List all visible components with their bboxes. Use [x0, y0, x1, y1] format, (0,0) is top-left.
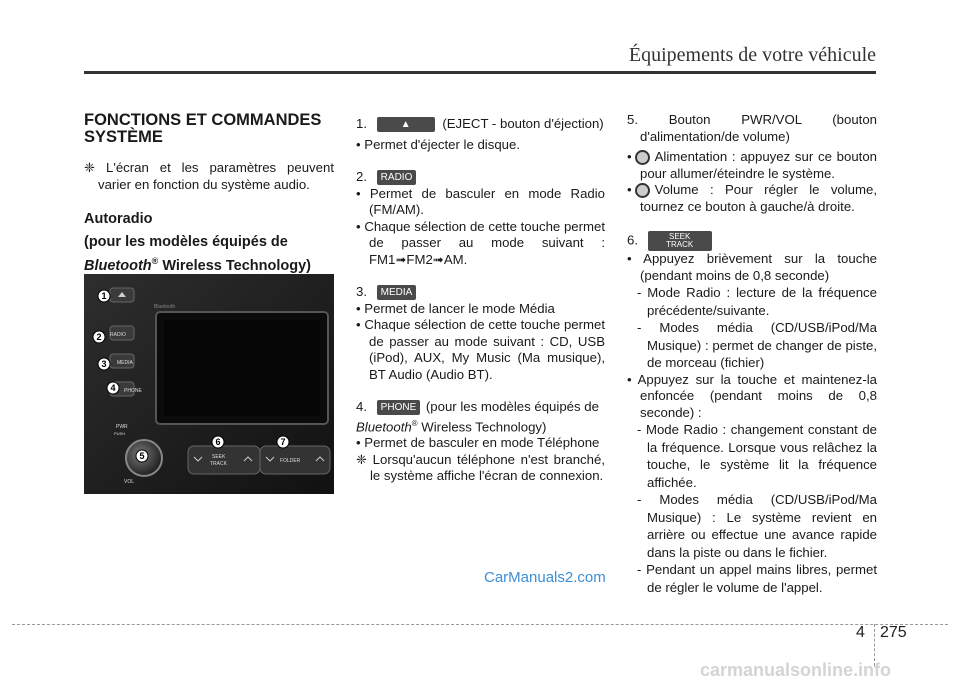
- note-symbol: ❈: [84, 160, 96, 175]
- item-6-number: 6.: [627, 232, 638, 248]
- track-label: TRACK: [666, 240, 694, 249]
- photo-seek-label: SEEK: [212, 454, 226, 460]
- item-6-dash-3: - Mode Radio : changement constant de la fréquence. Lorsque vous relâchez la touche, le système lit la fréquence affichée.: [637, 422, 877, 490]
- item-5-bullet-2: [627, 182, 877, 215]
- seek-track-button-icon: [648, 231, 712, 251]
- chapter-number: 4: [856, 624, 865, 641]
- item-6-dash-1: - Mode Radio : lecture de la fréquence précédente/suivante.: [637, 285, 877, 318]
- callout-4: 4: [110, 383, 116, 393]
- note-text: [84, 160, 334, 193]
- note-body: L'écran et les paramètres peuvent varier en fonction du système audio.: [98, 160, 334, 192]
- item-6-dash-5: - Pendant un appel mains libres, permet de régler le volume de l'appel.: [637, 562, 877, 595]
- head-unit-illustration: [84, 274, 334, 494]
- item-5-bullet-1: [627, 149, 877, 182]
- item-5-bullet-1-text: Alimentation : appuyez sur ce bouton pour allumer/éteindre le système.: [640, 149, 877, 181]
- photo-radio-label: RADIO: [110, 332, 126, 338]
- head-unit-photo: [84, 274, 334, 494]
- item-3-bullet-1: • Permet de lancer le mode Média: [356, 300, 555, 316]
- item-3-number: 3.: [356, 284, 367, 299]
- subheading-autoradio: Autoradio: [84, 211, 153, 227]
- item-1-line: [356, 116, 605, 133]
- section-heading: FONCTIONS ET COMMANDES SYSTÈME: [84, 111, 322, 146]
- item-6-dash-4: - Modes média (CD/USB/iPod/Ma Musique) : Le système revient en arrière ou effectue une avance rapide dans la piste ou dans le fichier.: [637, 492, 877, 560]
- item-2-bullet-2: • Chaque sélection de cette touche permet de passer au mode suivant : FM1➟FM2➟AM.: [356, 218, 605, 267]
- photo-pwr-label: PWR: [116, 424, 128, 430]
- item-6-line: [627, 231, 877, 251]
- item-4-number: 4.: [356, 399, 367, 414]
- column-3: [627, 112, 877, 596]
- item-4-note: ❈ Lorsqu'aucun téléphone n'est branché, le système affiche l'écran de connexion.: [356, 451, 605, 484]
- item-6-bullet-1: • Appuyez brièvement sur la touche (pendant moins de 0,8 seconde): [627, 251, 877, 283]
- item-1-number: 1.: [356, 116, 367, 131]
- bluetooth-label: Bluetooth: [154, 304, 176, 310]
- item-2-number: 2.: [356, 169, 367, 184]
- subheading-bluetooth-b: Wireless Technology): [158, 257, 311, 274]
- item-2-bullet-1: • Permet de basculer en mode Radio (FM/AM).: [356, 185, 605, 217]
- vol-knob-icon: [635, 183, 650, 198]
- item-4-line: [356, 399, 605, 416]
- photo-folder-label: FOLDER: [280, 458, 301, 464]
- radio-button-label: RADIO: [377, 170, 417, 185]
- callout-5: 5: [139, 451, 145, 461]
- subheading-bluetooth: [84, 233, 334, 276]
- photo-media-label: MEDIA: [117, 360, 133, 366]
- callout-7: 7: [280, 437, 286, 447]
- pwr-knob-icon: [635, 150, 650, 165]
- callout-1: 1: [101, 291, 107, 301]
- footer-rule: [12, 624, 948, 625]
- item-5-bullet-2-dot: •: [627, 182, 632, 197]
- item-5-bullet-2-text: Volume : Pour régler le volume, tournez ce bouton à gauche/à droite.: [640, 182, 877, 214]
- callout-6: 6: [215, 437, 221, 447]
- photo-vol-label: VOL: [124, 479, 135, 485]
- item-5-bullet-1-dot: •: [627, 149, 632, 164]
- page-header-title: Équipements de votre véhicule: [628, 44, 876, 66]
- eject-button-icon: ▲: [377, 117, 435, 132]
- item-4-sup: ®: [411, 418, 418, 428]
- bottom-rocker-buttons: [188, 446, 330, 474]
- item-4-line-2: [356, 416, 605, 436]
- subheading-bluetooth-italic: Bluetooth: [84, 257, 152, 274]
- item-3-bullet-2: • Chaque sélection de cette touche permet de passer au mode suivant : CD, USB (iPod), AUX, My Music (Ma musique), BT Audio (Audio BT).: [356, 317, 605, 382]
- item-4-bluetooth: Bluetooth: [356, 418, 412, 434]
- item-1-text: (EJECT - bouton d'éjection): [442, 116, 604, 131]
- seek-label: SEEK: [669, 232, 691, 241]
- item-2-line: [356, 169, 605, 186]
- item-1-bullet: • Permet d'éjecter le disque.: [356, 136, 521, 152]
- item-6-bullet-2: • Appuyez sur la touche et maintenez-la enfoncée (pendant moins de 0,8 seconde) :: [627, 371, 877, 420]
- watermark-carmanuals2: CarManuals2.com: [484, 569, 606, 586]
- item-5-line: 5. Bouton PWR/VOL (bouton d'alimentation/de volume): [627, 112, 877, 144]
- column-1: [84, 112, 334, 276]
- item-4-bullet: • Permet de basculer en mode Téléphone: [356, 435, 600, 451]
- callout-3: 3: [101, 359, 107, 369]
- item-4-text: (pour les modèles équipés de: [425, 399, 599, 414]
- page-number: 275: [880, 624, 907, 641]
- column-2: [356, 112, 605, 485]
- media-button-label: MEDIA: [377, 285, 417, 300]
- subheading-bluetooth-sup: ®: [151, 256, 159, 266]
- item-4-text-2: Wireless Technology): [417, 418, 547, 434]
- photo-track-label: TRACK: [210, 461, 227, 467]
- callout-2: 2: [96, 332, 102, 342]
- item-3-line: [356, 284, 605, 301]
- watermark-carmanualsonline: carmanualsonline.info: [700, 660, 892, 680]
- photo-push-label: PUSH: [114, 431, 126, 436]
- header-rule: [84, 71, 876, 74]
- phone-button-label: PHONE: [377, 400, 421, 415]
- subheading-bluetooth-a: (pour les modèles équipés de: [84, 234, 288, 250]
- photo-phone-label: PHONE: [124, 388, 142, 394]
- item-6-dash-2: - Modes média (CD/USB/iPod/Ma Musique) : permet de changer de piste, de morceau (fichier): [637, 320, 877, 370]
